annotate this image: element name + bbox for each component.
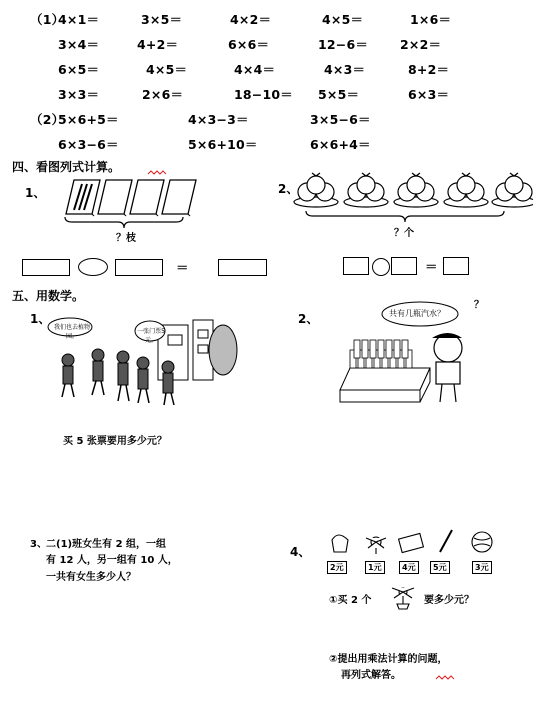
brace-icon — [305, 210, 505, 224]
section5-q3-line1: 二(1)班女生有 2 组，一组 — [46, 539, 167, 550]
exercise: 4×5＝ — [322, 12, 364, 27]
section5-q4-sub2-line2: 再列式解答。 — [341, 670, 401, 681]
exercise: 6×5＝ — [58, 62, 100, 77]
exercise: 2×2＝ — [400, 37, 442, 52]
exercise: 4+2＝ — [137, 37, 179, 52]
brace-icon — [64, 216, 184, 230]
answer-box[interactable] — [22, 259, 70, 276]
exercise: 4×3＝ — [324, 62, 366, 77]
exercise: 4×3−3＝ — [188, 112, 249, 127]
price-tag: 1元 — [365, 561, 385, 574]
section4-q2-num: 2、 — [278, 182, 299, 196]
exercise: 4×5＝ — [146, 62, 188, 77]
speech-bubble-3: 共有几瓶汽水？ — [389, 309, 445, 318]
section5-q3-line3: 一共有女生多少人？ — [46, 572, 136, 583]
exercise: 3×5＝ — [141, 12, 183, 27]
price-tag: 4元 — [399, 561, 419, 574]
price-tag: 5元 — [430, 561, 450, 574]
section5-q2-mark: ？ — [474, 300, 484, 311]
wavy-mark-icon — [436, 676, 454, 682]
pencil-box-icon — [60, 178, 200, 218]
exercise: 4×4＝ — [234, 62, 276, 77]
section5-q4-sub1-a: ①买 2 个 — [329, 595, 372, 606]
section5-q1-question: 买 5 张票要用多少元？ — [63, 436, 167, 447]
exercise: 5×5＝ — [318, 87, 360, 102]
exercise: 3×4＝ — [58, 37, 100, 52]
section5-q3-line2: 有 12 人，另一组有 10 人， — [46, 555, 178, 566]
section5-q4-sub2-line1: ②提出用乘法计算的问题， — [329, 654, 448, 665]
section4-q1-caption: ？枝 — [116, 233, 136, 244]
exercise: 8+2＝ — [408, 62, 450, 77]
equals-sign: ＝ — [176, 260, 189, 275]
exercise: 3×3＝ — [58, 87, 100, 102]
section5-q1-num: 1、 — [30, 312, 51, 326]
exercise: 6×3＝ — [408, 87, 450, 102]
section5-q4-num: 4、 — [290, 545, 311, 559]
operator-circle[interactable] — [372, 258, 390, 276]
equals-sign: ＝ — [425, 259, 438, 274]
wavy-mark-icon — [148, 171, 166, 177]
exercise: 6×6＝ — [228, 37, 270, 52]
exercise: 12−6＝ — [318, 37, 369, 52]
speech-bubble-2: 一张门票5元。 — [137, 328, 165, 344]
section4-q1-num: 1、 — [25, 186, 46, 200]
exercise: 5×6+5＝ — [58, 112, 119, 127]
exercise: 6×6+4＝ — [310, 137, 371, 152]
exercise: 4×1＝ — [58, 12, 100, 27]
exercise: 2×6＝ — [142, 87, 184, 102]
part2-label: （2） — [30, 112, 65, 127]
section4-q2-caption: ？个 — [394, 228, 414, 239]
section5-q4-sub1-b: 要多少元？ — [424, 595, 474, 606]
section5-title: 五、用数学。 — [12, 289, 85, 303]
section5-q2-num: 2、 — [298, 312, 319, 326]
speech-bubble-1: 我们也去植物园。 — [53, 324, 90, 340]
answer-box[interactable] — [391, 257, 417, 275]
price-tag: 3元 — [472, 561, 492, 574]
operator-circle[interactable] — [78, 258, 108, 276]
answer-box[interactable] — [343, 257, 369, 275]
peach-plate-icon — [292, 172, 533, 212]
answer-box[interactable] — [443, 257, 469, 275]
potted-plant-icon — [388, 582, 418, 610]
section5-q3-num: 3、 — [30, 539, 47, 550]
section4-title: 四、看图列式计算。 — [12, 160, 121, 174]
exercise: 5×6+10＝ — [188, 137, 258, 152]
part1-label: （1） — [30, 12, 65, 27]
answer-box[interactable] — [115, 259, 163, 276]
exercise: 1×6＝ — [410, 12, 452, 27]
exercise: 6×3−6＝ — [58, 137, 119, 152]
exercise: 4×2＝ — [230, 12, 272, 27]
price-tag: 2元 — [327, 561, 347, 574]
answer-box[interactable] — [218, 259, 267, 276]
exercise: 18−10＝ — [234, 87, 293, 102]
exercise: 3×5−6＝ — [310, 112, 371, 127]
